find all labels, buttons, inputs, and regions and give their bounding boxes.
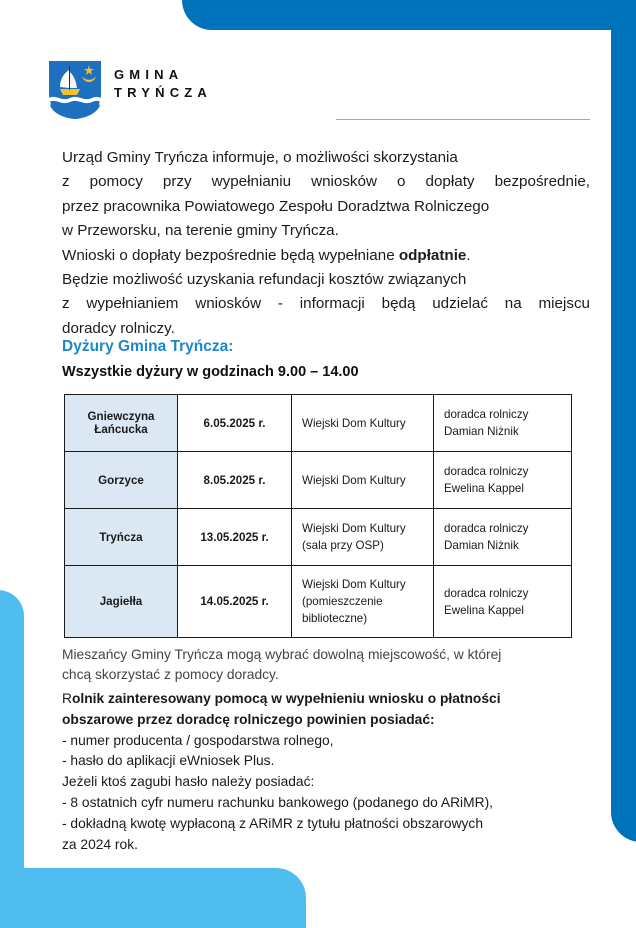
residents-note: Mieszańcy Gminy Tryńcza mogą wybrać dowolną miejscowość, w której chcą skorzystać z pomocy doradcy. <box>62 647 502 682</box>
date-cell: 8.05.2025 r. <box>178 452 292 509</box>
list-item: - dokładną kwotę wypłaconą z ARiMR z tytułu płatności obszarowych <box>62 815 484 831</box>
lost-password-label: Jeżeli ktoś zagubi hasło należy posiadać: <box>62 774 315 790</box>
requirements-heading: Rolnik zainteresowany pomocą w wypełnieniu wniosku o płatności <box>62 691 501 706</box>
intro-line: z pomocy przy wypełnianiu wniosków o dopłaty bezpośrednie, <box>62 173 590 191</box>
intro-line: doradcy rolniczy. <box>62 319 175 337</box>
requirements-section <box>62 689 602 855</box>
advisor-cell: doradca rolniczy Damian Niżnik <box>434 395 572 452</box>
brand-name <box>114 66 212 102</box>
intro-line: Wnioski o dopłaty bezpośrednie będą wypełniane odpłatnie. <box>62 246 471 264</box>
list-item: - 8 ostatnich cyfr numeru rachunku bankowego (podanego do ARiMR), <box>62 794 494 810</box>
intro-line: z wypełnianiem wniosków - informacji będą udzielać na miejscu <box>62 295 590 313</box>
brand-line-1: GMINA <box>114 67 184 82</box>
date-cell: 14.05.2025 r. <box>178 566 292 638</box>
emphasis-paid: odpłatnie <box>398 246 467 264</box>
header-divider <box>336 119 590 120</box>
decorative-top-band <box>182 0 636 30</box>
list-item-continuation: za 2024 rok. <box>62 836 138 852</box>
table-row <box>65 395 572 452</box>
table-row <box>65 509 572 566</box>
venue-cell: Wiejski Dom Kultury (sala przy OSP) <box>292 509 434 566</box>
intro-line: w Przeworsku, na terenie gminy Tryńcza. <box>62 222 339 240</box>
date-cell: 13.05.2025 r. <box>178 509 292 566</box>
date-cell: 6.05.2025 r. <box>178 395 292 452</box>
place-cell: Tryńcza <box>65 509 178 566</box>
schedule-table <box>64 394 572 638</box>
advisor-cell: doradca rolniczy Ewelina Kappel <box>434 566 572 638</box>
brand-line-2: TRYŃCZA <box>114 85 213 100</box>
decorative-right-band <box>611 0 636 842</box>
requirements-heading: obszarowe przez doradcę rolniczego powinien posiadać: <box>62 711 435 727</box>
schedule-hours: Wszystkie dyżury w godzinach 9.00 – 14.00 <box>62 364 359 380</box>
venue-cell: Wiejski Dom Kultury <box>292 395 434 452</box>
venue-cell: Wiejski Dom Kultury (pomieszczenie biblioteczne) <box>292 566 434 638</box>
advisor-cell: doradca rolniczy Ewelina Kappel <box>434 452 572 509</box>
advisor-cell: doradca rolniczy Damian Niżnik <box>434 509 572 566</box>
table-row <box>65 452 572 509</box>
schedule-title: Dyżury Gmina Tryńcza: <box>62 338 234 355</box>
coat-of-arms-icon <box>48 60 102 120</box>
place-cell: Gorzyce <box>65 452 178 509</box>
venue-cell: Wiejski Dom Kultury <box>292 452 434 509</box>
intro-line: przez pracownika Powiatowego Zespołu Doradztwa Rolniczego <box>62 197 490 215</box>
table-row <box>65 566 572 638</box>
intro-line: Urząd Gminy Tryńcza informuje, o możliwości skorzystania <box>62 149 458 166</box>
intro-line: Będzie możliwość uzyskania refundacji kosztów związanych <box>62 271 467 289</box>
list-item: - hasło do aplikacji eWniosek Plus. <box>62 753 275 769</box>
decorative-bottom-band <box>0 868 306 928</box>
place-cell: Jagiełła <box>65 566 178 638</box>
intro-paragraph <box>62 146 590 341</box>
list-item: - numer producenta / gospodarstwa rolnego, <box>62 732 334 748</box>
place-cell: Gniewczyna Łańcucka <box>65 395 178 452</box>
